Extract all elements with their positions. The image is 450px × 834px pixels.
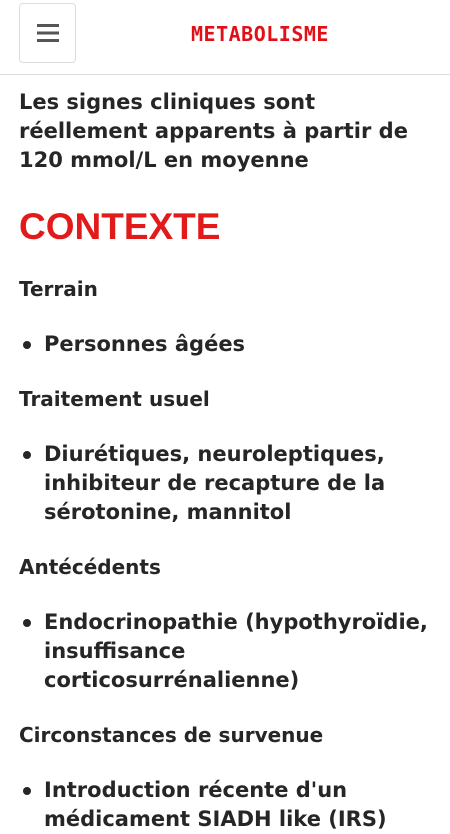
list-antecedents bbox=[19, 608, 431, 695]
list-item-text: Diurétiques, neuroleptiques, inhibiteur de recapture de la sérotonine, mannitol bbox=[44, 442, 386, 524]
app-title: METABOLISME bbox=[191, 22, 329, 46]
article-content bbox=[0, 88, 450, 834]
list-item bbox=[19, 776, 431, 834]
subheading-antecedents: Antécédents bbox=[19, 555, 161, 579]
list-item-text: Introduction récente d'un médicament SIADH like (IRS) bbox=[44, 778, 387, 831]
list-item-text: Personnes âgées bbox=[44, 332, 246, 356]
app-header bbox=[0, 0, 450, 75]
section-title: CONTEXTE bbox=[19, 206, 221, 247]
intro-text: Les signes cliniques sont réellement apparents à partir de 120 mmol/L en moyenne bbox=[19, 90, 408, 172]
hamburger-icon bbox=[37, 24, 59, 42]
bullet-icon bbox=[23, 451, 31, 459]
bullet-icon bbox=[23, 619, 31, 627]
subheading-circonstances: Circonstances de survenue bbox=[19, 723, 324, 747]
list-item-text: Endocrinopathie (hypothyroïdie, insuffisance corticosurrénalienne) bbox=[44, 610, 428, 692]
list-item bbox=[19, 608, 431, 695]
list-terrain bbox=[19, 330, 431, 359]
bullet-icon bbox=[23, 787, 31, 795]
list-traitement bbox=[19, 440, 431, 527]
bullet-icon bbox=[23, 341, 31, 349]
menu-button[interactable] bbox=[19, 3, 76, 63]
subheading-traitement: Traitement usuel bbox=[19, 387, 210, 411]
subheading-terrain: Terrain bbox=[19, 277, 98, 301]
list-item bbox=[19, 440, 431, 527]
list-circonstances bbox=[19, 776, 431, 834]
list-item bbox=[19, 330, 431, 359]
